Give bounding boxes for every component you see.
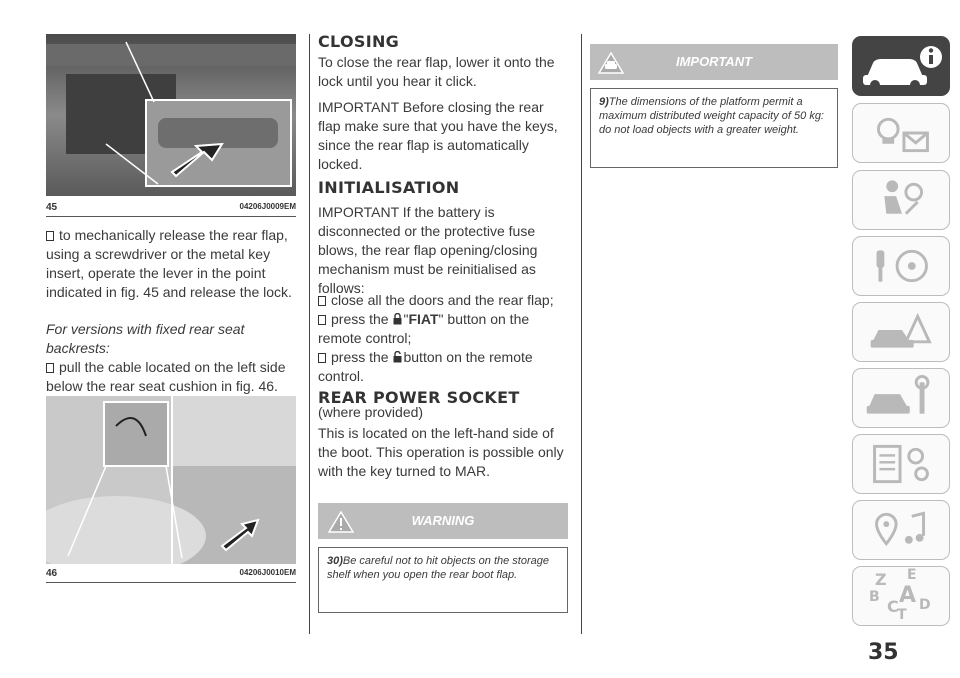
lock-open-icon: [393, 351, 402, 363]
figure-45-caption: [46, 202, 296, 213]
closing-para-2: IMPORTANT Before closing the rear flap make sure that you have the keys, since the rear flap is automatically locked.: [318, 99, 558, 172]
tab-multimedia[interactable]: [852, 500, 950, 560]
index-letter: Z: [875, 570, 887, 589]
checkbox-bullet-icon: [46, 363, 54, 373]
car-warning-icon: [598, 52, 624, 74]
tab-technical-data[interactable]: [852, 434, 950, 494]
important-title: IMPORTANT: [675, 54, 753, 69]
init-step-3: [318, 348, 570, 386]
warning-light-envelope-icon: [853, 104, 949, 162]
init-step-1: [318, 291, 570, 310]
init-step-2-pre: press the: [331, 311, 389, 327]
figure-46-code: 04206J0010EM: [239, 568, 296, 577]
seat-airbag-icon: [853, 171, 949, 229]
left-para-2-text: For versions with fixed rear seat backrests:: [46, 321, 245, 356]
tab-safety[interactable]: [852, 170, 950, 230]
init-step-2-quote: ": [403, 311, 409, 327]
car-wrench-icon: [853, 369, 949, 427]
tab-maintenance[interactable]: [852, 368, 950, 428]
figure-46-photo: [46, 396, 296, 564]
figure-45-rule: [46, 216, 296, 217]
important-number: 9): [599, 96, 609, 108]
car-info-icon: [853, 37, 951, 97]
init-step-2-post: " button on the remote control;: [318, 311, 530, 346]
warning-box-body: [318, 547, 568, 613]
important-box-header: [590, 44, 838, 80]
alphabet-index-icon: [853, 567, 951, 627]
fiat-label: FIAT: [408, 311, 439, 327]
index-letter: D: [919, 597, 931, 613]
warning-box-header: [318, 503, 568, 539]
warning-text: Be careful not to hit objects on the storage shelf when you open the rear boot flap.: [327, 555, 549, 581]
location-music-icon: [853, 501, 949, 559]
index-letter: A: [899, 583, 917, 608]
page-number: 35: [868, 640, 899, 665]
left-para-3: [46, 358, 298, 396]
init-step-2: [318, 310, 570, 348]
init-step-3-pre: press the: [331, 349, 389, 365]
tab-car-info[interactable]: [852, 36, 950, 96]
left-para-2: [46, 320, 298, 358]
figure-46-rule: [46, 582, 296, 583]
checkbox-bullet-icon: [318, 296, 326, 306]
left-para-3-text: pull the cable located on the left side below the rear seat cushion in fig. 46.: [46, 359, 286, 394]
figure-45-code: 04206J0009EM: [239, 202, 296, 211]
index-letter: C: [887, 597, 899, 616]
warning-title: WARNING: [411, 513, 475, 528]
important-text: The dimensions of the platform permit a maximum distributed weight capacity of 50 kg: do not load objects with a greater weight.: [599, 96, 824, 136]
tab-starting-driving[interactable]: [852, 236, 950, 296]
init-step-1-text: close all the doors and the rear flap;: [331, 292, 554, 308]
figure-46-number: 46: [46, 568, 58, 579]
warning-number: 30): [327, 555, 343, 567]
figure-46-caption: [46, 568, 296, 579]
lock-closed-icon: [393, 313, 402, 325]
initialisation-para: IMPORTANT If the battery is disconnected or the protective fuse blows, the rear flap opening/closing mechanism must be reinitialised as follows:: [318, 204, 538, 296]
key-steering-wheel-icon: [853, 237, 949, 295]
column-divider-1: [309, 34, 310, 634]
checklist-gears-icon: [853, 435, 949, 493]
checkbox-bullet-icon: [318, 353, 326, 363]
rear-power-socket-para: This is located on the left-hand side of the boot. This operation is possible only with the key turned to MAR.: [318, 425, 564, 479]
closing-heading: CLOSING: [318, 32, 400, 51]
rear-power-socket-subtitle: (where provided): [318, 404, 424, 420]
figure-45-number: 45: [46, 202, 58, 213]
figure-45-photo: [46, 34, 296, 196]
tab-index[interactable]: [852, 566, 950, 626]
index-letter: E: [907, 567, 917, 583]
left-para-1: [46, 226, 298, 302]
important-box-body: [590, 88, 838, 168]
index-letter: T: [897, 607, 907, 623]
checkbox-bullet-icon: [318, 315, 326, 325]
tab-emergency[interactable]: [852, 302, 950, 362]
car-crash-icon: [853, 303, 949, 361]
closing-para-1: To close the rear flap, lower it onto the lock until you hear it click.: [318, 54, 555, 89]
initialisation-heading: INITIALISATION: [318, 178, 460, 197]
left-para-1-text: to mechanically release the rear flap, using a screwdriver or the metal key insert, operate the lever in the point indicated in fig. 45 and release the lock.: [46, 227, 292, 300]
rear-power-socket-heading: REAR POWER SOCKET: [318, 388, 520, 407]
init-step-3-post: button on the remote control.: [318, 349, 533, 384]
checkbox-bullet-icon: [46, 231, 54, 241]
tab-warning-lights[interactable]: [852, 103, 950, 163]
column-divider-2: [581, 34, 582, 634]
warning-triangle-icon: [328, 511, 354, 533]
index-letter: B: [869, 589, 880, 605]
